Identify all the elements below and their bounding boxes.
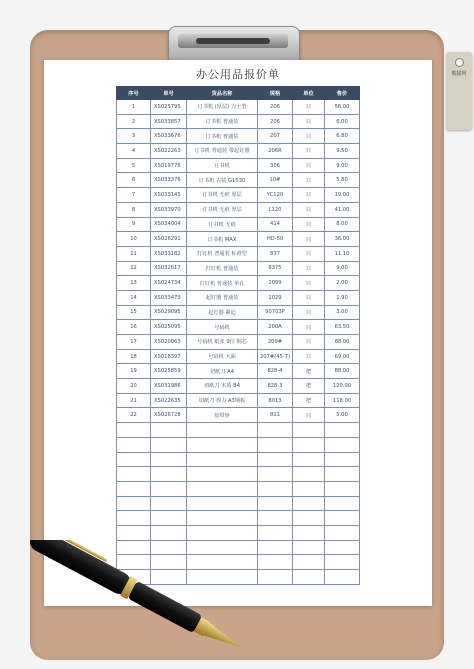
empty-cell bbox=[258, 481, 293, 496]
table-cell: XS026291 bbox=[151, 232, 187, 247]
table-row bbox=[117, 379, 360, 394]
table-body bbox=[117, 100, 360, 585]
empty-cell bbox=[325, 467, 360, 482]
table-cell: XS033145 bbox=[151, 188, 187, 203]
table-row bbox=[117, 349, 360, 364]
table-cell: 只 bbox=[293, 173, 325, 188]
table-row bbox=[117, 202, 360, 217]
table-cell: 切纸刀 木质 B4 bbox=[187, 379, 258, 394]
table-cell: 88.00 bbox=[325, 364, 360, 379]
empty-cell bbox=[117, 481, 151, 496]
empty-cell bbox=[187, 511, 258, 526]
table-cell: XS022635 bbox=[151, 393, 187, 408]
empty-cell bbox=[293, 540, 325, 555]
table-cell: 1.90 bbox=[325, 290, 360, 305]
table-cell: 只 bbox=[293, 305, 325, 320]
table-cell: 打钉机 普通装 bbox=[187, 261, 258, 276]
table-cell: 只 bbox=[293, 246, 325, 261]
table-cell: XS022263 bbox=[151, 144, 187, 159]
table-cell: 只 bbox=[293, 158, 325, 173]
table-cell: 3.00 bbox=[325, 305, 360, 320]
empty-table-row bbox=[117, 481, 360, 496]
table-cell: XS033182 bbox=[151, 246, 187, 261]
price-table bbox=[116, 86, 360, 585]
column-header: 规格 bbox=[258, 87, 293, 100]
table-row bbox=[117, 290, 360, 305]
table-cell: 8.00 bbox=[325, 217, 360, 232]
empty-cell bbox=[258, 496, 293, 511]
table-cell: 200A bbox=[258, 320, 293, 335]
table-cell: XS025795 bbox=[151, 100, 187, 115]
table-cell: 6.00 bbox=[325, 114, 360, 129]
empty-cell bbox=[258, 570, 293, 585]
table-cell: 14 bbox=[117, 290, 151, 305]
empty-cell bbox=[325, 540, 360, 555]
empty-cell bbox=[293, 423, 325, 438]
table-cell: 828-3 bbox=[258, 379, 293, 394]
empty-cell bbox=[151, 481, 187, 496]
table-cell: 41.00 bbox=[325, 202, 360, 217]
table-cell: 切纸刀 A4 bbox=[187, 364, 258, 379]
table-cell: 837 bbox=[258, 246, 293, 261]
table-row bbox=[117, 217, 360, 232]
table-cell: 21 bbox=[117, 393, 151, 408]
table-row bbox=[117, 158, 360, 173]
clip-hole bbox=[196, 38, 270, 44]
table-cell: 打钉机 普通装 标准型 bbox=[187, 246, 258, 261]
table-cell: 只 bbox=[293, 335, 325, 350]
table-cell: 207#(45-7) bbox=[258, 349, 293, 364]
table-cell: XS026728 bbox=[151, 408, 187, 423]
hang-tag-label: 熊猫网 bbox=[451, 71, 467, 77]
table-cell: 11.10 bbox=[325, 246, 360, 261]
table-cell: 订书机 bbox=[187, 158, 258, 173]
empty-cell bbox=[325, 481, 360, 496]
table-cell: 订书机 MAX bbox=[187, 232, 258, 247]
table-cell: 10 bbox=[117, 232, 151, 247]
table-cell: XS018397 bbox=[151, 349, 187, 364]
table-cell: 胶带座 bbox=[187, 408, 258, 423]
empty-cell bbox=[325, 496, 360, 511]
empty-table-row bbox=[117, 467, 360, 482]
table-cell: XS033857 bbox=[151, 114, 187, 129]
table-row bbox=[117, 276, 360, 291]
empty-cell bbox=[325, 555, 360, 570]
empty-cell bbox=[325, 437, 360, 452]
empty-cell bbox=[258, 423, 293, 438]
table-cell: 起钉器 普通装 bbox=[187, 290, 258, 305]
table-cell: 5.00 bbox=[325, 408, 360, 423]
empty-cell bbox=[187, 452, 258, 467]
empty-cell bbox=[151, 452, 187, 467]
table-cell: 8 bbox=[117, 202, 151, 217]
empty-table-row bbox=[117, 437, 360, 452]
table-cell: 只 bbox=[293, 232, 325, 247]
table-cell: XS019776 bbox=[151, 158, 187, 173]
table-cell: 12 bbox=[117, 261, 151, 276]
table-cell: 只 bbox=[293, 100, 325, 115]
table-cell: 只 bbox=[293, 320, 325, 335]
table-cell: 订书机 古装 G1530 bbox=[187, 173, 258, 188]
empty-cell bbox=[117, 467, 151, 482]
empty-cell bbox=[151, 496, 187, 511]
column-header: 货品名称 bbox=[187, 87, 258, 100]
table-cell: 只 bbox=[293, 114, 325, 129]
table-cell: 只 bbox=[293, 408, 325, 423]
table-row bbox=[117, 144, 360, 159]
empty-cell bbox=[151, 511, 187, 526]
table-cell: 只 bbox=[293, 188, 325, 203]
empty-table-row bbox=[117, 452, 360, 467]
table-row bbox=[117, 335, 360, 350]
empty-cell bbox=[325, 423, 360, 438]
table-cell: 13 bbox=[117, 276, 151, 291]
table-cell: 只 bbox=[293, 144, 325, 159]
table-cell: XS025095 bbox=[151, 320, 187, 335]
table-cell: 9.00 bbox=[325, 158, 360, 173]
table-cell: 209# bbox=[258, 335, 293, 350]
empty-cell bbox=[325, 570, 360, 585]
table-cell: 6.80 bbox=[325, 129, 360, 144]
table-cell: 只 bbox=[293, 290, 325, 305]
table-row bbox=[117, 100, 360, 115]
table-cell: 订书机 无痕 厚层 bbox=[187, 188, 258, 203]
empty-cell bbox=[293, 467, 325, 482]
table-cell: 只 bbox=[293, 349, 325, 364]
empty-cell bbox=[187, 467, 258, 482]
table-cell: 206 bbox=[258, 114, 293, 129]
empty-cell bbox=[258, 467, 293, 482]
table-cell: 11 bbox=[117, 246, 151, 261]
empty-cell bbox=[151, 525, 187, 540]
table-cell: 2 bbox=[117, 114, 151, 129]
table-cell: 10# bbox=[258, 173, 293, 188]
empty-cell bbox=[258, 555, 293, 570]
table-cell: 811 bbox=[258, 408, 293, 423]
table-cell: 8375 bbox=[258, 261, 293, 276]
table-cell: 16 bbox=[117, 320, 151, 335]
empty-cell bbox=[258, 540, 293, 555]
empty-cell bbox=[187, 437, 258, 452]
table-header-row bbox=[117, 87, 360, 100]
empty-cell bbox=[325, 525, 360, 540]
table-cell: 打钉机 普通装 单孔 bbox=[187, 276, 258, 291]
table-cell: 207 bbox=[258, 129, 293, 144]
empty-cell bbox=[258, 452, 293, 467]
empty-cell bbox=[325, 452, 360, 467]
table-row bbox=[117, 320, 360, 335]
table-cell: 把 bbox=[293, 379, 325, 394]
table-cell: XS034004 bbox=[151, 217, 187, 232]
column-header: 售价 bbox=[325, 87, 360, 100]
column-header: 单号 bbox=[151, 87, 187, 100]
table-cell: XS024734 bbox=[151, 276, 187, 291]
table-cell: 63.50 bbox=[325, 320, 360, 335]
empty-cell bbox=[258, 511, 293, 526]
empty-cell bbox=[117, 525, 151, 540]
table-cell: XS033376 bbox=[151, 173, 187, 188]
empty-table-row bbox=[117, 511, 360, 526]
empty-cell bbox=[258, 437, 293, 452]
table-row bbox=[117, 393, 360, 408]
table-row bbox=[117, 246, 360, 261]
table-cell: HD-50 bbox=[258, 232, 293, 247]
table-cell: 把 bbox=[293, 364, 325, 379]
empty-table-row bbox=[117, 525, 360, 540]
table-cell: 9 bbox=[117, 217, 151, 232]
empty-cell bbox=[117, 452, 151, 467]
table-cell: XS020063 bbox=[151, 335, 187, 350]
empty-cell bbox=[293, 525, 325, 540]
table-cell: 8013 bbox=[258, 393, 293, 408]
empty-cell bbox=[151, 423, 187, 438]
table-cell: 88.00 bbox=[325, 335, 360, 350]
table-row bbox=[117, 129, 360, 144]
table-cell: 7 bbox=[117, 188, 151, 203]
column-header: 序号 bbox=[117, 87, 151, 100]
column-header: 单位 bbox=[293, 87, 325, 100]
empty-cell bbox=[151, 467, 187, 482]
table-cell: 只 bbox=[293, 129, 325, 144]
table-cell: 36.00 bbox=[325, 232, 360, 247]
table-row bbox=[117, 305, 360, 320]
table-row bbox=[117, 364, 360, 379]
table-cell: 只 bbox=[293, 202, 325, 217]
table-row bbox=[117, 232, 360, 247]
empty-cell bbox=[293, 496, 325, 511]
table-cell: 19.00 bbox=[325, 188, 360, 203]
empty-cell bbox=[325, 511, 360, 526]
table-cell: 9.50 bbox=[325, 144, 360, 159]
table-cell: 90703P bbox=[258, 305, 293, 320]
fountain-pen-icon bbox=[0, 540, 250, 669]
table-cell: 订书机 无痕 bbox=[187, 217, 258, 232]
table-cell: 22 bbox=[117, 408, 151, 423]
table-cell: 订书机 普通装 bbox=[187, 114, 258, 129]
table-row bbox=[117, 261, 360, 276]
table-cell: 1 bbox=[117, 100, 151, 115]
empty-cell bbox=[117, 496, 151, 511]
empty-cell bbox=[293, 452, 325, 467]
empty-cell bbox=[187, 496, 258, 511]
table-cell: 69.00 bbox=[325, 349, 360, 364]
table-cell: 订书机 无痕 厚层 bbox=[187, 202, 258, 217]
table-cell: XS032617 bbox=[151, 261, 187, 276]
table-cell: 5.80 bbox=[325, 173, 360, 188]
empty-cell bbox=[293, 511, 325, 526]
table-cell: XS031986 bbox=[151, 379, 187, 394]
empty-cell bbox=[293, 437, 325, 452]
table-cell: 120.00 bbox=[325, 379, 360, 394]
empty-table-row bbox=[117, 496, 360, 511]
empty-cell bbox=[187, 525, 258, 540]
table-cell: 1029 bbox=[258, 290, 293, 305]
empty-cell bbox=[187, 481, 258, 496]
table-cell: XS025859 bbox=[151, 364, 187, 379]
empty-cell bbox=[293, 481, 325, 496]
table-cell: 号码机 大面 bbox=[187, 349, 258, 364]
empty-cell bbox=[151, 437, 187, 452]
table-cell: 4 bbox=[117, 144, 151, 159]
table-cell: 206 bbox=[258, 100, 293, 115]
table-cell: 118.00 bbox=[325, 393, 360, 408]
table-cell: 56.00 bbox=[325, 100, 360, 115]
table-row bbox=[117, 188, 360, 203]
table-cell: 414 bbox=[258, 217, 293, 232]
table-cell: 起钉器 紧迫 bbox=[187, 305, 258, 320]
empty-cell bbox=[117, 437, 151, 452]
empty-table-row bbox=[117, 423, 360, 438]
table-cell: 206R bbox=[258, 144, 293, 159]
table-cell: 把 bbox=[293, 393, 325, 408]
table-cell: 19 bbox=[117, 364, 151, 379]
table-cell: 15 bbox=[117, 305, 151, 320]
table-cell: 只 bbox=[293, 276, 325, 291]
empty-cell bbox=[258, 525, 293, 540]
empty-cell bbox=[293, 555, 325, 570]
table-cell: 只 bbox=[293, 217, 325, 232]
table-cell: 3 bbox=[117, 129, 151, 144]
table-cell: 9.00 bbox=[325, 261, 360, 276]
table-cell: 306 bbox=[258, 158, 293, 173]
table-cell: 5 bbox=[117, 158, 151, 173]
table-cell: 1099 bbox=[258, 276, 293, 291]
empty-cell bbox=[293, 570, 325, 585]
table-cell: 号码机 纸张 9位 铜芯 bbox=[187, 335, 258, 350]
table-cell: 切纸刀 得力 A3钢板 bbox=[187, 393, 258, 408]
table-cell: YC120 bbox=[258, 188, 293, 203]
table-cell: XS033473 bbox=[151, 290, 187, 305]
table-cell: 订书机 普通装 bbox=[187, 129, 258, 144]
table-cell: 6 bbox=[117, 173, 151, 188]
table-row bbox=[117, 114, 360, 129]
table-cell: XS033676 bbox=[151, 129, 187, 144]
document-title: 办公用品报价单 bbox=[196, 68, 280, 81]
table-cell: L120 bbox=[258, 202, 293, 217]
empty-cell bbox=[117, 423, 151, 438]
table-cell: 只 bbox=[293, 261, 325, 276]
table-cell: 订书机 (厚层) 力士型 bbox=[187, 100, 258, 115]
table-cell: 号码机 bbox=[187, 320, 258, 335]
table-cell: 20 bbox=[117, 379, 151, 394]
table-cell: 18 bbox=[117, 349, 151, 364]
table-cell: 828-4 bbox=[258, 364, 293, 379]
table-row bbox=[117, 173, 360, 188]
empty-cell bbox=[187, 423, 258, 438]
table-cell: 2.00 bbox=[325, 276, 360, 291]
table-cell: XS033970 bbox=[151, 202, 187, 217]
table-row bbox=[117, 408, 360, 423]
table-cell: 17 bbox=[117, 335, 151, 350]
empty-cell bbox=[117, 511, 151, 526]
table-cell: XS029095 bbox=[151, 305, 187, 320]
table-cell: 订书机 普通装 带起钉器 bbox=[187, 144, 258, 159]
